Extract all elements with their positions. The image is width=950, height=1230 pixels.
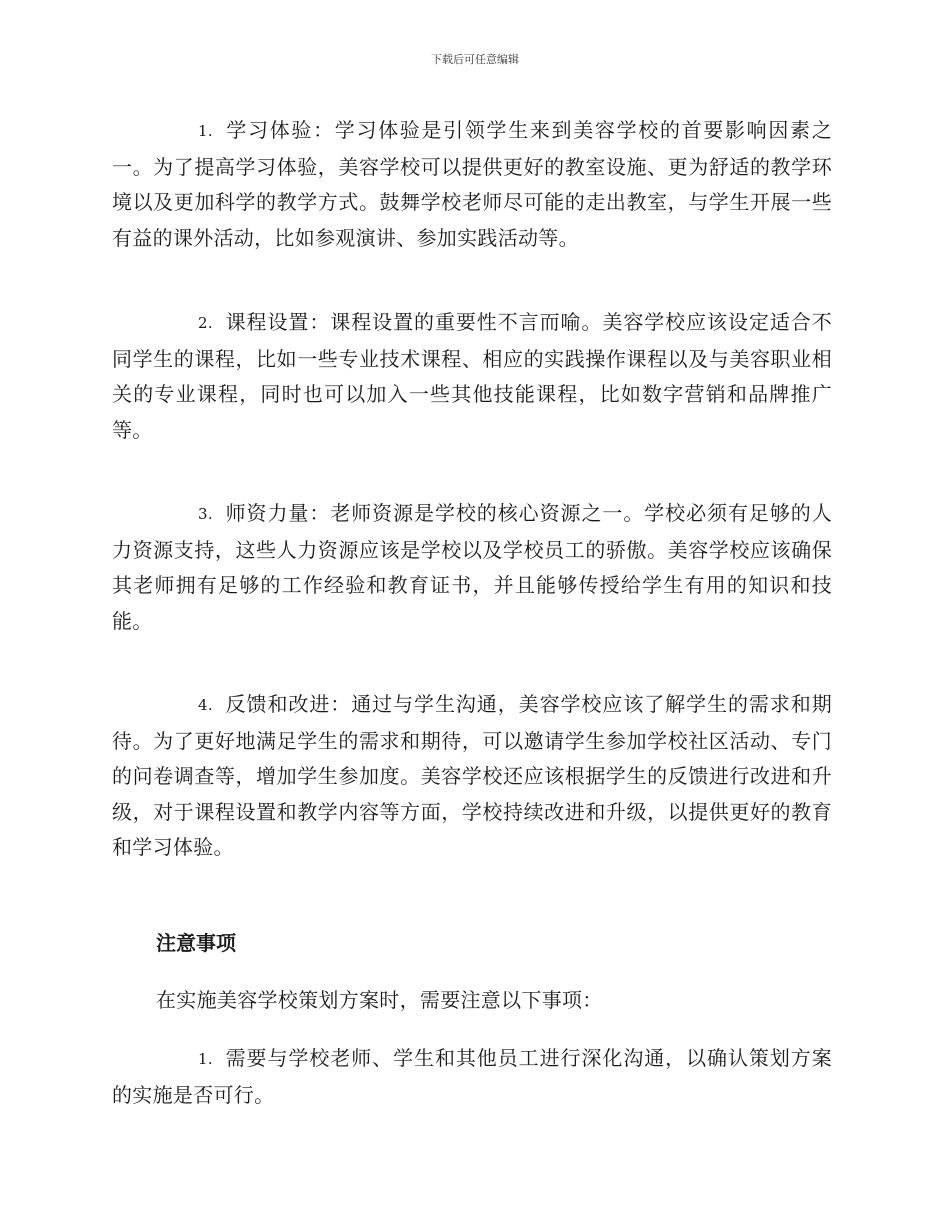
list-item-learning-experience — [112, 113, 832, 256]
list-item-number: 1. — [198, 122, 213, 140]
list-item-text: 师资力量：老师资源是学校的核心资源之一。学校必须有足够的人力资源支持，这些人力资源应该是学校以及学校员工的骄傲。美容学校应该确保其老师拥有足够的工作经验和教育证书，并且能够传授给学生有用的知识和技能。 — [112, 501, 832, 633]
list-item-text: 学习体验：学习体验是引领学生来到美容学校的首要影响因素之一。为了提高学习体验，美容学校可以提供更好的教室设施、更为舒适的教学环境以及更加科学的教学方式。鼓舞学校老师尽可能的走出教室，与学生开展一些有益的课外活动，比如参观演讲、参加实践活动等。 — [112, 118, 832, 250]
page-header: 下载后可任意编辑 — [431, 53, 519, 66]
list-item-number: 1. — [198, 1050, 213, 1068]
section-title-notes: 注意事项 — [156, 931, 236, 955]
list-item-text: 课程设置：课程设置的重要性不言而喻。美容学校应该设定适合不同学生的课程，比如一些专业技术课程、相应的实践操作课程以及与美容职业相关的专业课程，同时也可以加入一些其他技能课程，比如数字营销和品牌推广等。 — [112, 310, 832, 442]
notes-list-item — [112, 1041, 832, 1113]
list-item-text: 反馈和改进：通过与学生沟通，美容学校应该了解学生的需求和期待。为了更好地满足学生的需求和期待，可以邀请学生参加学校社区活动、专门的问卷调查等，增加学生参加度。美容学校还应该根据学生的反馈进行改进和升级，对于课程设置和教学内容等方面，学校持续改进和升级，以提供更好的教育和学习体验。 — [112, 692, 832, 859]
list-item-feedback — [112, 687, 832, 866]
list-item-number: 2. — [198, 314, 213, 332]
list-item-number: 4. — [198, 696, 213, 714]
list-item-number: 3. — [198, 505, 213, 523]
notes-intro: 在实施美容学校策划方案时，需要注意以下事项： — [156, 988, 603, 1012]
list-item-text: 需要与学校老师、学生和其他员工进行深化沟通，以确认策划方案的实施是否可行。 — [112, 1046, 832, 1107]
list-item-faculty — [112, 496, 832, 639]
list-item-curriculum — [112, 305, 832, 448]
